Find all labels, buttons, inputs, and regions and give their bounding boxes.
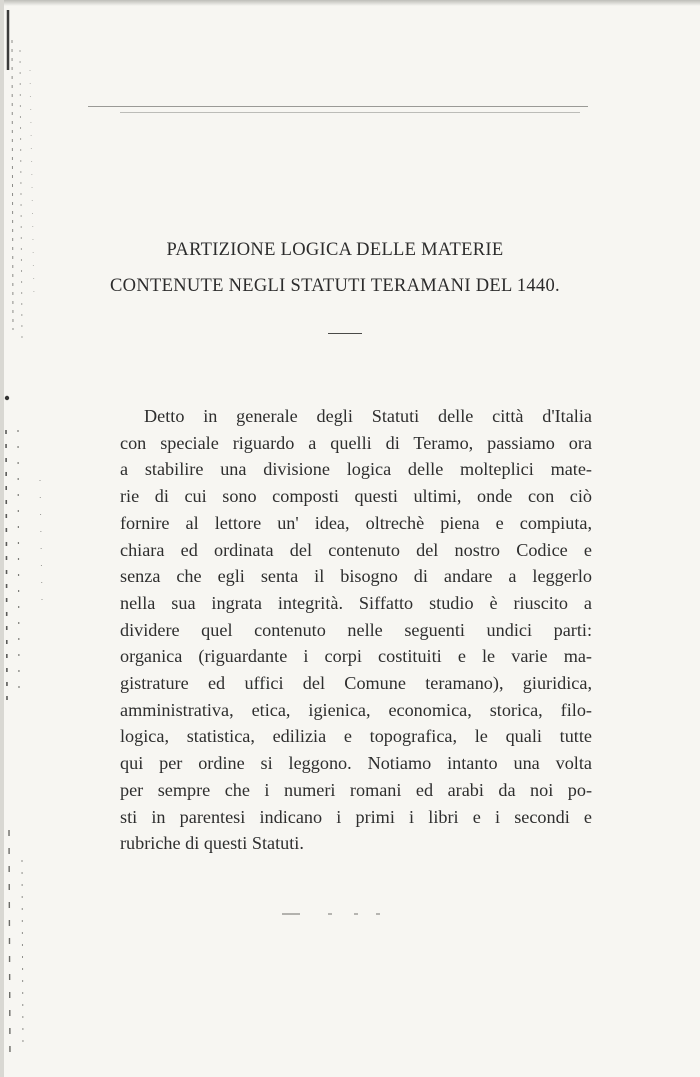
text-line: rubriche di questi Statuti. — [120, 833, 304, 854]
chapter-title — [100, 232, 570, 304]
text-line: rie di cui sono composti questi ultimi, onde con ciò — [120, 486, 592, 507]
chapter-title-line: CONTENUTE NEGLI STATUTI TERAMANI DEL 1440. — [110, 276, 560, 296]
text-line: a stabilire una divisione logica delle molteplici mate- — [120, 459, 592, 480]
text-line: sti in parentesi indicano i primi i libri e i secondi e — [120, 806, 592, 827]
text-line: per sempre che i numeri romani ed arabi da noi po- — [120, 779, 592, 800]
header-rule-secondary — [120, 112, 580, 113]
text-line: amministrativa, etica, igienica, economica, storica, filo- — [120, 699, 592, 720]
text-line: con speciale riguardo a quelli di Teramo, passiamo ora — [120, 432, 592, 453]
chapter-title-line: PARTIZIONE LOGICA DELLE MATERIE — [166, 240, 504, 260]
text-line: qui per ordine si leggono. Notiamo intanto una volta — [120, 753, 592, 774]
scan-binding-edge — [0, 0, 70, 1077]
scan-top-edge — [0, 0, 700, 6]
body-paragraph — [120, 403, 592, 857]
text-line: logica, statistica, edilizia e topografica, le quali tutte — [120, 726, 592, 747]
header-rule — [88, 106, 588, 107]
text-line: nella sua ingrata integrità. Siffatto studio è riuscito a — [120, 592, 592, 613]
footer-print-marks — [282, 912, 392, 916]
text-line: senza che egli senta il bisogno di andare a leggerlo — [120, 566, 592, 587]
title-separator — [328, 333, 362, 334]
text-line: dividere quel contenuto nelle seguenti undici parti: — [120, 619, 592, 640]
text-line: organica (riguardante i corpi costituiti e le varie ma- — [120, 646, 592, 667]
text-line: gistrature ed uffici del Comune teramano), giuridica, — [120, 673, 592, 694]
text-line: chiara ed ordinata del contenuto del nostro Codice e — [120, 539, 592, 560]
text-line: fornire al lettore un' idea, oltrechè piena e compiuta, — [120, 512, 592, 533]
text-line: Detto in generale degli Statuti delle città d'Italia — [144, 406, 592, 426]
